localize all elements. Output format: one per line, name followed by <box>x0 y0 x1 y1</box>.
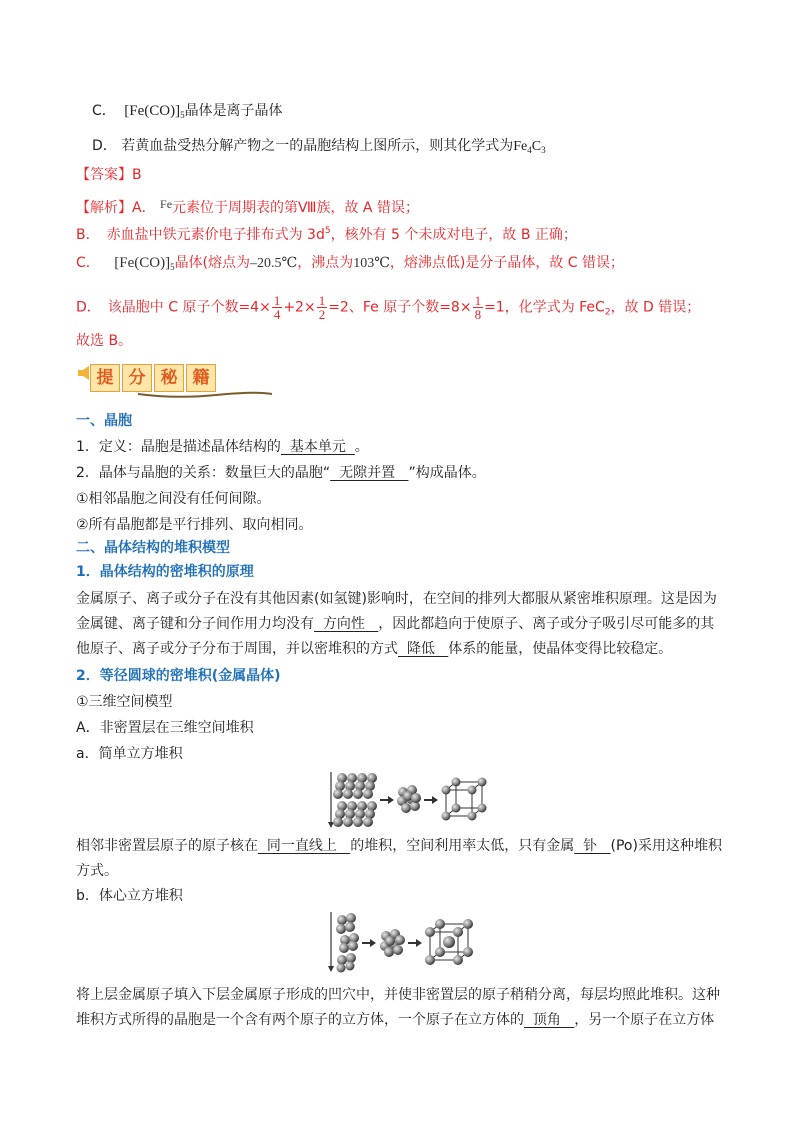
section2-heading: 二、晶体结构的堆积模型 <box>76 540 230 556</box>
simple-cubic-figure <box>328 770 498 830</box>
banner-char: 分 <box>122 364 152 392</box>
section2-para1-line2: 金属键、离子键和分子间作用力均没有 方向性 ，因此都趋向于使原子、离子或分子吸引尽可能多的其 <box>76 616 715 632</box>
section1-item1: 1．定义：晶胞是描述晶体结构的 基本单元 。 <box>76 439 369 455</box>
fraction-1-4: $\frac{1}{4}$ <box>273 293 281 322</box>
section1-item2: 2．晶体与晶胞的关系：数量巨大的晶胞“ 无隙并置 ”构成晶体。 <box>76 465 486 481</box>
section2-a-para-line1: 相邻非密置层原子的原子核在 同一直线上 的堆积，空间利用率太低，只有金属 钋 (Po)采用这种堆积 <box>76 838 722 854</box>
section2-sub2: 2．等径圆球的密堆积(金属晶体) <box>76 668 281 684</box>
section2-a-heading: A．非密置层在三维空间堆积 <box>76 720 254 736</box>
section2-b-sub: b．体心立方堆积 <box>76 888 183 904</box>
option-c: C． $[Fe(CO)]_5$晶体是离子晶体 <box>92 103 283 120</box>
section2-model: ①三维空间模型 <box>76 694 173 710</box>
answer-label: 【答案】B <box>76 167 142 183</box>
analysis-a: 【解析】A． Fe元素位于周期表的第Ⅷ族，故 A 错误； <box>76 197 419 216</box>
section2-a-para-line2: 方式。 <box>76 863 118 879</box>
option-d: D． 若黄血盐受热分解产物之一的晶胞结构上图所示，则其化学式为$Fe_4C_3$ <box>92 138 546 155</box>
bcc-figure <box>328 910 488 974</box>
conclusion: 故选 B。 <box>76 333 133 349</box>
analysis-c: C． $[Fe(CO)]_5$晶体(熔点为–20.5℃，沸点为103℃，熔沸点低)是分子晶体，故 C 错误； <box>76 255 625 272</box>
analysis-b: B． 赤血盐中铁元素价电子排布式为 $3d^5$，核外有 5 个未成对电子，故 B 正确； <box>76 226 577 243</box>
section1-point1: ①相邻晶胞之间没有任何间隙。 <box>76 491 271 507</box>
section2-b-para-line2: 堆积方式所得的晶胞是一个含有两个原子的立方体，一个原子在立方体的 顶角 ，另一个原子在立方体 <box>76 1012 715 1028</box>
section2-a-sub: a．简单立方堆积 <box>76 746 183 762</box>
banner-tips <box>76 360 236 400</box>
section2-para1-line1: 金属原子、离子或分子在没有其他因素(如氢键)影响时，在空间的排列大都服从紧密堆积原理。这是因为 <box>76 591 717 607</box>
section1-point2: ②所有晶胞都是平行排列、取向相同。 <box>76 517 313 533</box>
section1-heading: 一、晶胞 <box>76 413 132 429</box>
banner-char: 秘 <box>154 364 184 392</box>
section2-sub1: 1．晶体结构的密堆积的原理 <box>76 564 254 580</box>
section2-para1-line3: 他原子、离子或分子分布于周围，并以密堆积的方式 降低 体系的能量，使晶体变得比较稳定。 <box>76 641 673 657</box>
banner-char: 提 <box>90 364 120 392</box>
section2-b-para-line1: 将上层金属原子填入下层金属原子形成的凹穴中，并使非密置层的原子稍稍分离，每层均照此堆积。这种 <box>76 987 720 1003</box>
analysis-d: D． 该晶胞中 C 原子个数=4× $\frac{1}{4}$ +2× $\frac{1}{2}$ =2、Fe 原子个数=8× $\frac{1}{8}$ =1，化学式为 FeC$_2$，故 D 错误； <box>76 293 701 322</box>
fraction-1-8: $\frac{1}{8}$ <box>474 293 482 322</box>
banner-underline <box>136 390 276 400</box>
fraction-1-2: $\frac{1}{2}$ <box>318 293 326 322</box>
banner-char: 籍 <box>186 364 216 392</box>
